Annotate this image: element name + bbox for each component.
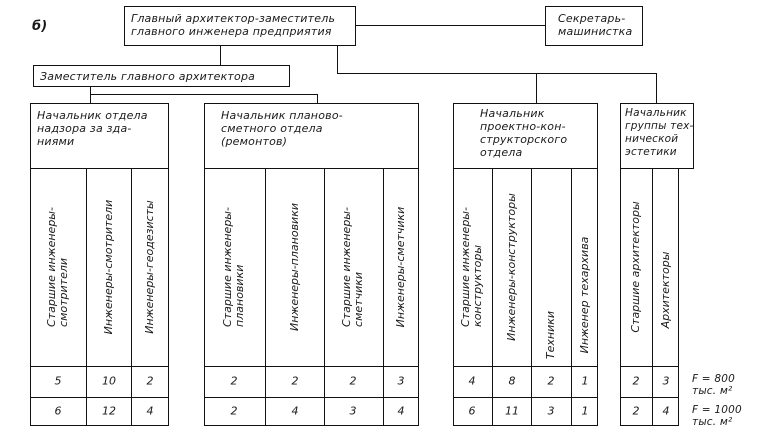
dept3-col-line-1 (492, 168, 493, 426)
dept3-row-line-2 (453, 397, 598, 398)
dept3-col4-title: Инженер техархива (578, 236, 591, 354)
dept3-col4-f800: 1 (581, 374, 589, 388)
dept2-head-label: Начальник планово- сметного отдела (ремонтов) (221, 109, 343, 148)
dept3-col1-title: Старшие инженеры- конструкторы (459, 207, 484, 327)
dept4-col1-title: Старшие архитекторы (629, 201, 642, 333)
connector-secretary (356, 25, 545, 26)
dept4-head-label: Начальник группы тех- нической эстетики (625, 107, 694, 158)
dept1-col2-f800: 10 (102, 374, 116, 388)
dept3-head-label: Начальник проектно-кон- структорского отдела (480, 107, 568, 159)
dept1-row-line-2 (30, 397, 169, 398)
dept2-col-line-2 (324, 168, 325, 426)
dept2-col4-f800: 3 (397, 374, 405, 388)
dept3-col-line-3 (571, 168, 572, 426)
dept3-col4-f1000: 1 (581, 404, 589, 418)
connector-main-drop (337, 46, 338, 74)
dept3-col1-f1000: 6 (468, 404, 476, 418)
dept1-col3-title: Инженеры-геодезисты (143, 200, 156, 334)
dept3-col2-f1000: 11 (505, 404, 519, 418)
connector-dept4 (656, 73, 657, 103)
dept3-col2-f800: 8 (508, 374, 516, 388)
dept2-col2-f800: 2 (291, 374, 299, 388)
dept2-head-box (204, 103, 419, 169)
dept2-col2-title: Инженеры-плановики (288, 202, 301, 332)
secretary-box (545, 6, 643, 46)
dept4-col2-f1000: 4 (662, 404, 670, 418)
dept2-col1-f1000: 2 (230, 404, 238, 418)
deputy-label: Заместитель главного архитектора (40, 70, 256, 83)
dept4-col1-f1000: 2 (632, 404, 640, 418)
dept1-col-line-2 (131, 168, 132, 426)
deputy-box (33, 65, 290, 87)
legend-f800: F = 800 тыс. м² (692, 373, 735, 397)
panel-label: б) (32, 19, 48, 34)
dept4-col1-f800: 2 (632, 374, 640, 388)
dept2-row-line-2 (204, 397, 419, 398)
connector-dept3 (536, 73, 537, 103)
dept1-col1-f1000: 6 (54, 404, 62, 418)
dept1-col2-title: Инженеры-смотрители (102, 199, 115, 335)
chief-architect-box (124, 6, 356, 46)
dept3-col3-f800: 2 (547, 374, 555, 388)
dept1-col-line-1 (86, 168, 87, 426)
dept2-col1-title: Старшие инженеры- плановики (221, 207, 246, 327)
dept1-head-box (30, 103, 169, 169)
dept3-row-line-1 (453, 366, 598, 367)
dept2-col4-f1000: 4 (397, 404, 405, 418)
dept1-col1-f800: 5 (54, 374, 62, 388)
dept3-col-line-2 (531, 168, 532, 426)
dept2-col4-title: Инженеры-сметчики (394, 206, 407, 328)
dept3-col2-title: Инженеры-конструкторы (505, 193, 518, 341)
dept1-col3-f800: 2 (146, 374, 154, 388)
dept1-col3-f1000: 4 (146, 404, 154, 418)
dept1-col2-f1000: 12 (102, 404, 116, 418)
dept3-col1-f800: 4 (468, 374, 476, 388)
dept1-row-line-1 (30, 366, 169, 367)
connector-deputy (220, 46, 221, 65)
dept3-col3-title: Техники (544, 310, 557, 360)
connector-deputy-bus (90, 94, 318, 95)
dept2-col-line-3 (383, 168, 384, 426)
connector-dept2 (317, 94, 318, 103)
dept4-row-line-1 (620, 366, 679, 367)
dept2-col3-f800: 2 (349, 374, 357, 388)
dept4-col2-title: Архитекторы (659, 251, 672, 329)
connector-dept1 (90, 94, 91, 103)
connector-main-bus (337, 73, 657, 74)
legend-f1000: F = 1000 тыс. м² (692, 404, 742, 428)
dept2-row-line-1 (204, 366, 419, 367)
dept4-col2-f800: 3 (662, 374, 670, 388)
dept2-col1-f800: 2 (230, 374, 238, 388)
dept2-col3-f1000: 3 (349, 404, 357, 418)
chief-architect-label: Главный архитектор-заместитель главного инженера предприятия (131, 12, 336, 38)
dept2-col3-title: Старшие инженеры- сметчики (340, 207, 365, 327)
dept3-col3-f1000: 3 (547, 404, 555, 418)
dept4-row-line-2 (620, 397, 679, 398)
dept1-col1-title: Старшие инженеры- смотрители (45, 207, 70, 327)
dept2-col2-f1000: 4 (291, 404, 299, 418)
secretary-label: Секретарь- машинистка (558, 12, 633, 38)
dept1-head-label: Начальник отдела надзора за зда- ниями (37, 109, 148, 148)
dept4-col-line-1 (652, 168, 653, 426)
dept2-col-line-1 (265, 168, 266, 426)
dept3-head-box (453, 103, 598, 169)
dept4-head-box (620, 103, 694, 169)
